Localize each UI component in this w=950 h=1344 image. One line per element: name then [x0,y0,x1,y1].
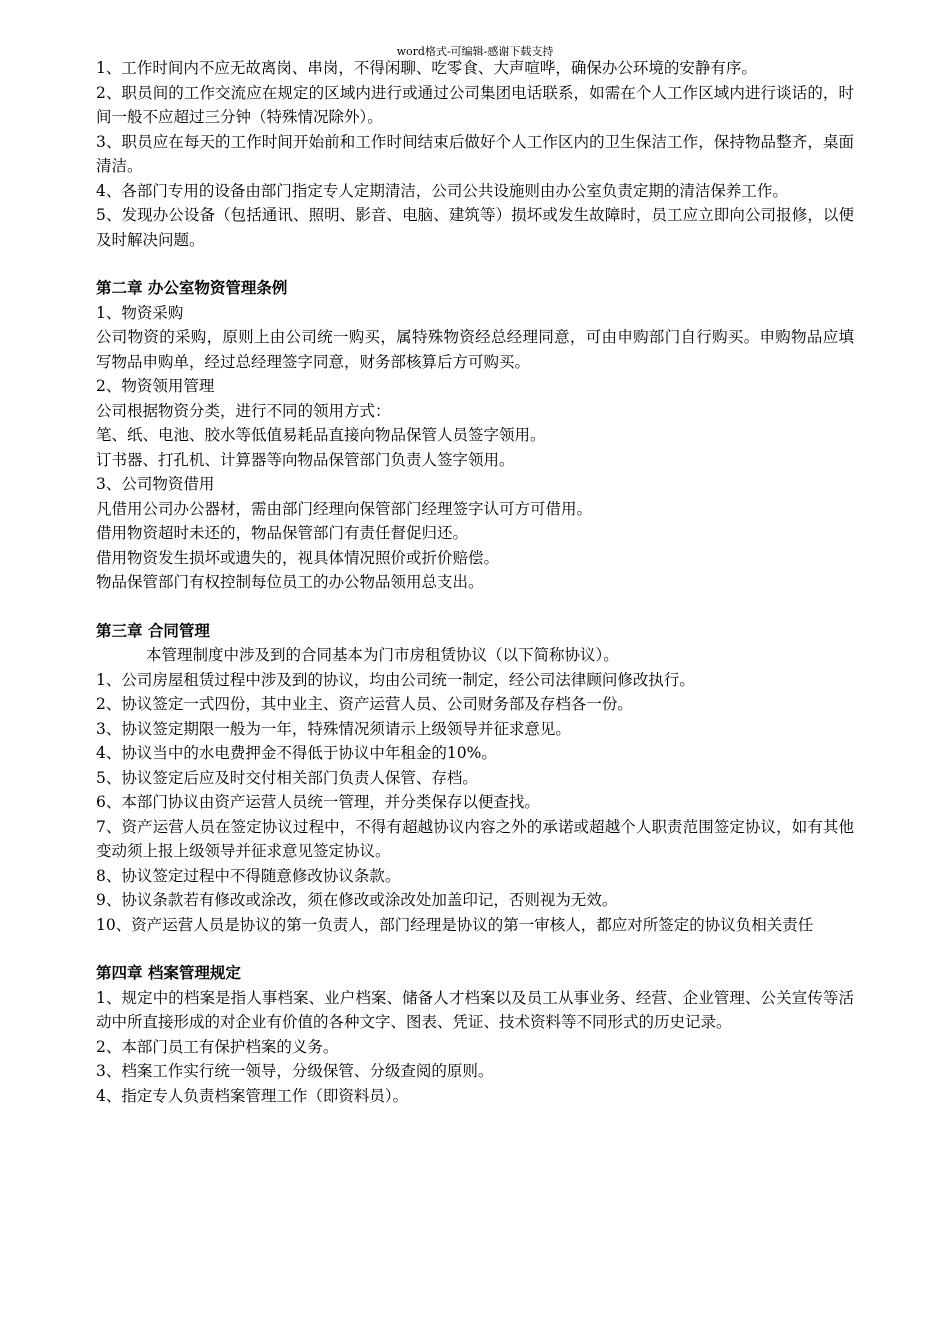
spacer [96,595,854,619]
chapter-4-title: 第四章 档案管理规定 [96,963,241,982]
chapter-3-intro: 本管理制度中涉及到的合同基本为门市房租赁协议（以下简称协议）。 [146,646,619,664]
chapter-2-line-4: 公司根据物资分类，进行不同的领用方式： [96,401,391,420]
intro-item-1: 1、工作时间内不应无故离岗、串岗，不得闲聊、吃零食、大声喧哗，确保办公环境的安静有序。 [96,59,757,77]
spacer [96,937,854,961]
chapter-3-line-1: 1、公司房屋租赁过程中涉及到的协议，均由公司统一制定，经公司法律顾问修改执行。 [96,670,695,689]
intro-item-3: 3、职员应在每天的工作时间开始前和工作时间结束后做好个人工作区内的卫生保洁工作，保持物品整齐，桌面清洁。 [96,132,854,175]
chapter-2-line-1: 1、物资采购 [96,303,184,322]
intro-item-2: 2、职员间的工作交流应在规定的区域内进行或通过公司集团电话联系，如需在个人工作区域内进行谈话的，时间一般不应超过三分钟（特殊情况除外）。 [96,83,854,126]
chapter-2-line-10: 借用物资发生损坏或遗失的，视具体情况照价或折价赔偿。 [96,548,500,567]
chapter-2-line-6: 订书器、打孔机、计算器等向物品保管部门负责人签字领用。 [96,450,515,469]
chapter-3-line-6: 6、本部门协议由资产运营人员统一管理，并分类保存以便查找。 [96,793,540,811]
chapter-4-line-4: 4、指定专人负责档案管理工作（即资料员）。 [96,1086,409,1105]
chapter-3-title: 第三章 合同管理 [96,620,210,640]
chapter-4-line-1: 1、规定中的档案是指人事档案、业户档案、储备人才档案以及员工从事业务、经营、企业管理、公关宣传等活动中所直接形成的对企业有价值的各种文字、图表、凭证、技术资料等不同形式的历史记录。 [96,988,854,1031]
chapter-2-line-3: 2、物资领用管理 [96,377,215,395]
spacer [96,252,854,276]
intro-item-4: 4、各部门专用的设备由部门指定专人定期清洁，公司公共设施则由办公室负责定期的清洁保养工作。 [96,181,788,200]
intro-section [96,56,854,252]
chapter-3-line-9: 9、协议条款若有修改或涂改，须在修改或涂改处加盖印记，否则视为无效。 [96,891,618,909]
chapter-3-section [96,619,854,938]
chapter-2-section [96,276,854,595]
chapter-3-line-2: 2、协议签定一式四份，其中业主、资产运营人员、公司财务部及存档各一份。 [96,695,633,713]
chapter-2-line-11: 物品保管部门有权控制每位员工的办公物品领用总支出。 [96,573,484,591]
chapter-3-line-3: 3、协议签定期限一般为一年，特殊情况须请示上级领导并征求意见。 [96,719,571,738]
chapter-4-section [96,961,854,1108]
chapter-3-line-8: 8、协议签定过程中不得随意修改协议条款。 [96,866,401,885]
chapter-2-title: 第二章 办公室物资管理条例 [96,278,288,297]
chapter-2-line-7: 3、公司物资借用 [96,475,215,493]
chapter-2-line-2: 公司物资的采购，原则上由公司统一购买，属特殊物资经总经理同意，可由申购部门自行购买。申购物品应填写物品申购单，经过总经理签字同意，财务部核算后方可购买。 [96,328,854,371]
chapter-3-line-10: 10、资产运营人员是协议的第一负责人，部门经理是协议的第一审核人，都应对所签定的协议负相关责任 [96,915,814,934]
chapter-3-line-7: 7、资产运营人员在签定协议过程中，不得有超越协议内容之外的承诺或超越个人职责范围签定协议，如有其他变动须上报上级领导并征求意见签定协议。 [96,817,854,860]
chapter-4-line-3: 3、档案工作实行统一领导，分级保管、分级查阅的原则。 [96,1062,494,1080]
chapter-2-line-8: 凡借用公司办公器材，需由部门经理向保管部门经理签字认可方可借用。 [96,499,593,518]
chapter-2-line-9: 借用物资超时未还的，物品保管部门有责任督促归还。 [96,524,469,542]
intro-item-5: 5、发现办公设备（包括通讯、照明、影音、电脑、建筑等）损坏或发生故障时，员工应立即向公司报修，以便及时解决问题。 [96,206,854,249]
chapter-2-line-5: 笔、纸、电池、胶水等低值易耗品直接向物品保管人员签字领用。 [96,426,546,444]
chapter-4-line-2: 2、本部门员工有保护档案的义务。 [96,1037,339,1056]
page-header: word格式-可编辑-感谢下载支持 [396,45,554,58]
chapter-3-line-5: 5、协议签定后应及时交付相关部门负责人保管、存档。 [96,768,478,787]
chapter-3-line-4: 4、协议当中的水电费押金不得低于协议中年租金的10%。 [96,744,497,762]
